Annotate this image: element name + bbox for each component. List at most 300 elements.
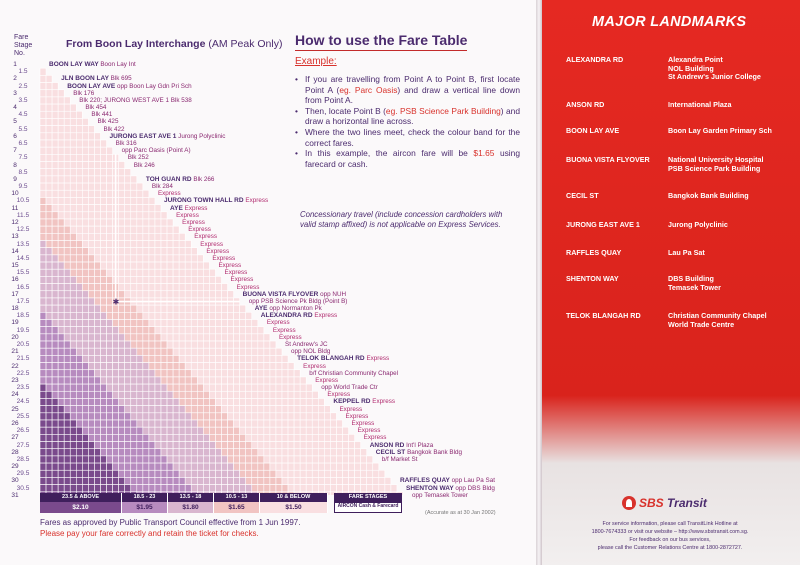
fare-cell — [149, 248, 155, 255]
fare-cell — [107, 391, 113, 398]
fare-cell — [276, 355, 282, 362]
fare-cell — [107, 212, 113, 219]
fare-cell — [185, 391, 191, 398]
landmark-place: Jurong Polyclinic — [668, 220, 728, 229]
fare-cell — [209, 463, 215, 470]
fare-cell — [125, 319, 131, 326]
stop-detail: opp DBS Bldg — [455, 484, 495, 492]
fare-cell — [264, 363, 270, 370]
fare-cell — [101, 205, 107, 212]
stop-detail: Express — [345, 412, 369, 420]
fare-cell — [119, 427, 125, 434]
fare-cell — [203, 391, 209, 398]
fare-cell — [137, 312, 143, 319]
landmark-place: National University Hospital — [668, 155, 764, 164]
fare-cell — [240, 406, 246, 413]
fare-cell — [288, 377, 294, 384]
fare-cell — [185, 348, 191, 355]
stop-label — [116, 140, 137, 147]
fare-stage-number: 23.5 — [16, 384, 30, 392]
fare-cell — [76, 284, 82, 291]
fare-cell — [76, 269, 82, 276]
fare-cell — [300, 427, 306, 434]
fare-cell — [101, 427, 107, 434]
fare-cell — [88, 140, 94, 147]
fare-cell — [161, 470, 167, 477]
stop-label — [291, 348, 330, 355]
fare-cell — [113, 334, 119, 341]
fare-cell — [88, 363, 94, 370]
fare-cell — [119, 327, 125, 334]
fare-cell — [161, 384, 167, 391]
fare-cell — [264, 355, 270, 362]
fare-cell — [113, 391, 119, 398]
fare-cell — [209, 269, 215, 276]
fare-cell — [88, 154, 94, 161]
fare-cell — [264, 456, 270, 463]
fare-cell — [101, 456, 107, 463]
fare-cell — [58, 334, 64, 341]
stop-label — [406, 485, 495, 492]
fare-cell — [52, 233, 58, 240]
fare-cell — [197, 413, 203, 420]
fare-cell — [76, 147, 82, 154]
fare-cell — [52, 291, 58, 298]
fare-cell — [52, 355, 58, 362]
fare-cell — [191, 284, 197, 291]
fare-cell — [203, 276, 209, 283]
fare-cell — [264, 463, 270, 470]
fare-cell — [294, 442, 300, 449]
fare-cell — [161, 442, 167, 449]
howto-step: • Where the two lines meet, check the colour band for the correct fares. — [295, 127, 520, 148]
fare-cell — [300, 470, 306, 477]
fare-cell — [258, 384, 264, 391]
route-title-sub: (AM Peak Only) — [208, 38, 283, 50]
fare-cell — [173, 485, 179, 492]
fare-cell — [70, 183, 76, 190]
fare-cell — [82, 183, 88, 190]
fare-cell — [149, 398, 155, 405]
fare-cell — [300, 406, 306, 413]
fare-cell — [52, 147, 58, 154]
fare-cell — [46, 327, 52, 334]
fare-cell — [125, 219, 131, 226]
fare-cell — [113, 327, 119, 334]
fare-cell — [46, 276, 52, 283]
fare-cell — [88, 176, 94, 183]
fare-cell — [264, 384, 270, 391]
fare-cell — [215, 398, 221, 405]
landmark-road: RAFFLES QUAY — [566, 248, 622, 257]
fare-cell — [94, 384, 100, 391]
fare-cell — [191, 305, 197, 312]
fare-cell — [131, 348, 137, 355]
fare-cell — [131, 219, 137, 226]
fare-cell — [179, 449, 185, 456]
fare-cell — [173, 291, 179, 298]
fare-cell — [137, 334, 143, 341]
fare-cell — [76, 363, 82, 370]
fare-cell — [40, 276, 46, 283]
fare-cell — [94, 291, 100, 298]
fare-cell — [107, 319, 113, 326]
fare-cell — [161, 219, 167, 226]
fare-cell — [70, 197, 76, 204]
fare-cell — [70, 420, 76, 427]
fare-cell — [107, 183, 113, 190]
fare-cell — [228, 456, 234, 463]
fare-cell — [185, 291, 191, 298]
fare-stage-number: 5.5 — [18, 125, 28, 133]
landmarks-title: MAJOR LANDMARKS — [592, 14, 747, 30]
fare-cell — [82, 219, 88, 226]
stop-detail: Express — [363, 434, 387, 442]
fare-cell — [149, 406, 155, 413]
fare-cell — [203, 370, 209, 377]
fare-cell — [64, 427, 70, 434]
fare-cell — [58, 406, 64, 413]
fare-cell — [70, 312, 76, 319]
fare-cell — [94, 284, 100, 291]
fare-cell — [88, 463, 94, 470]
fare-cell — [252, 449, 258, 456]
fare-cell — [94, 377, 100, 384]
fare-cell — [125, 169, 131, 176]
fare-cell — [131, 434, 137, 441]
fare-cell — [125, 470, 131, 477]
fare-cell — [264, 348, 270, 355]
stop-detail: Blk 252 — [127, 154, 149, 162]
fare-cell — [107, 162, 113, 169]
fare-cell — [149, 255, 155, 262]
fare-cell — [258, 420, 264, 427]
fare-cell — [294, 485, 300, 492]
fare-cell — [179, 477, 185, 484]
fare-cell — [155, 255, 161, 262]
fare-cell — [131, 363, 137, 370]
fare-cell — [46, 377, 52, 384]
fare-cell — [258, 406, 264, 413]
fare-cell — [294, 391, 300, 398]
fare-cell — [137, 442, 143, 449]
fare-cell — [101, 348, 107, 355]
fare-cell — [385, 485, 391, 492]
fare-cell — [107, 205, 113, 212]
fare-cell — [185, 363, 191, 370]
fare-cell — [113, 370, 119, 377]
fare-cell — [94, 269, 100, 276]
fare-cell — [167, 233, 173, 240]
fare-cell — [64, 241, 70, 248]
fare-stage-number: 1.5 — [18, 68, 28, 76]
fare-cell — [143, 190, 149, 197]
fare-cell — [119, 413, 125, 420]
fare-cell — [288, 463, 294, 470]
fare-cell — [64, 169, 70, 176]
fare-cell — [276, 477, 282, 484]
fare-cell — [107, 197, 113, 204]
fare-cell — [58, 241, 64, 248]
fare-cell — [312, 485, 318, 492]
fare-cell — [252, 377, 258, 384]
fare-cell — [167, 434, 173, 441]
fare-cell — [119, 420, 125, 427]
fare-cell — [215, 406, 221, 413]
fare-cell — [215, 384, 221, 391]
fare-cell — [191, 477, 197, 484]
fare-cell — [270, 406, 276, 413]
accuracy-note: (Accurate as at 30 Jan 2002) — [425, 510, 496, 516]
fare-cell — [52, 241, 58, 248]
fare-cell — [234, 391, 240, 398]
fare-cell — [88, 485, 94, 492]
fare-cell — [318, 463, 324, 470]
fare-cell — [222, 427, 228, 434]
fare-cell — [161, 212, 167, 219]
fare-cell — [107, 226, 113, 233]
fare-cell — [197, 284, 203, 291]
fare-cell — [228, 463, 234, 470]
fare-cell — [143, 334, 149, 341]
fare-cell — [52, 377, 58, 384]
fare-cell — [46, 413, 52, 420]
fare-cell — [76, 169, 82, 176]
fare-cell — [125, 262, 131, 269]
fare-cell — [46, 226, 52, 233]
fare-cell — [143, 427, 149, 434]
fare-cell — [149, 262, 155, 269]
fare-cell — [312, 413, 318, 420]
fare-stage-number: 26.5 — [16, 427, 30, 435]
fare-cell — [40, 233, 46, 240]
fare-cell — [143, 226, 149, 233]
fare-cell — [125, 363, 131, 370]
fare-cell — [64, 226, 70, 233]
fare-cell — [46, 183, 52, 190]
fare-cell — [228, 348, 234, 355]
fare-cell — [113, 406, 119, 413]
stop-label — [79, 97, 191, 104]
fare-stage-number: 20 — [11, 333, 19, 341]
fare-cell — [125, 312, 131, 319]
stop-label — [218, 262, 241, 269]
fare-cell — [40, 219, 46, 226]
fare-cell — [52, 276, 58, 283]
fare-cell — [228, 305, 234, 312]
fare-legend — [40, 493, 402, 513]
fare-cell — [70, 470, 76, 477]
fare-cell — [234, 406, 240, 413]
fare-cell — [155, 226, 161, 233]
fare-cell — [40, 477, 46, 484]
fare-cell — [131, 262, 137, 269]
sbs-transit-logo — [622, 496, 707, 510]
fare-cell — [167, 377, 173, 384]
fare-cell — [167, 219, 173, 226]
fare-cell — [125, 413, 131, 420]
fare-cell — [306, 398, 312, 405]
stop-road-name: JLN BOON LAY — [61, 75, 111, 83]
fare-cell — [318, 477, 324, 484]
fare-cell — [161, 248, 167, 255]
fare-cell — [367, 463, 373, 470]
fare-cell — [222, 312, 228, 319]
fare-cell — [131, 305, 137, 312]
fare-cell — [252, 413, 258, 420]
fare-cell — [143, 456, 149, 463]
fare-cell — [52, 363, 58, 370]
fare-cell — [343, 449, 349, 456]
fare-cell — [52, 398, 58, 405]
fare-cell — [215, 413, 221, 420]
fare-cell — [203, 348, 209, 355]
fare-cell — [234, 463, 240, 470]
fare-cell — [197, 434, 203, 441]
fare-cell — [185, 485, 191, 492]
fare-cell — [101, 355, 107, 362]
fare-cell — [58, 319, 64, 326]
fare-cell — [70, 377, 76, 384]
fare-cell — [88, 190, 94, 197]
fare-cell — [209, 449, 215, 456]
fare-cell — [179, 470, 185, 477]
fare-cell — [76, 118, 82, 125]
landmark-places — [668, 156, 796, 173]
fare-cell — [167, 291, 173, 298]
fare-cell — [270, 377, 276, 384]
fare-cell — [161, 226, 167, 233]
fare-cell — [46, 391, 52, 398]
howto-steps — [295, 74, 520, 169]
fare-cell — [40, 319, 46, 326]
fare-cell — [191, 327, 197, 334]
fare-cell — [185, 398, 191, 405]
fare-cell — [288, 406, 294, 413]
fare-cell — [52, 391, 58, 398]
fare-cell — [94, 147, 100, 154]
fare-cell — [119, 248, 125, 255]
fare-cell — [155, 355, 161, 362]
stop-detail: Express — [278, 333, 302, 341]
fare-cell — [185, 327, 191, 334]
fare-cell — [101, 413, 107, 420]
stop-detail: Express — [182, 218, 205, 226]
stop-label — [73, 90, 94, 97]
fare-cell — [300, 391, 306, 398]
fare-cell — [209, 398, 215, 405]
fare-cell — [113, 319, 119, 326]
fare-cell — [52, 219, 58, 226]
fare-cell — [282, 470, 288, 477]
fare-cell — [228, 319, 234, 326]
fare-cell — [101, 363, 107, 370]
fare-cell — [119, 226, 125, 233]
fare-cell — [40, 334, 46, 341]
fare-cell — [52, 312, 58, 319]
fare-cell — [46, 370, 52, 377]
fare-cell — [82, 169, 88, 176]
fare-cell — [101, 219, 107, 226]
fare-cell — [367, 456, 373, 463]
fare-cell — [137, 449, 143, 456]
fare-cell — [143, 463, 149, 470]
fare-cell — [143, 255, 149, 262]
fare-cell — [167, 319, 173, 326]
fare-cell — [318, 413, 324, 420]
stop-road-name: TOH GUAN RD — [145, 175, 194, 183]
fare-cell — [167, 391, 173, 398]
stop-detail: Express — [176, 211, 199, 219]
fare-cell — [76, 241, 82, 248]
fare-cell — [203, 377, 209, 384]
fare-cell — [215, 341, 221, 348]
fare-cell — [173, 470, 179, 477]
fare-cell — [234, 442, 240, 449]
fare-band-price: $1.95 — [122, 502, 167, 513]
fare-cell — [203, 341, 209, 348]
fare-cell — [336, 470, 342, 477]
fare-cell — [113, 413, 119, 420]
fare-cell — [58, 485, 64, 492]
fare-cell — [119, 190, 125, 197]
fare-cell — [107, 413, 113, 420]
fare-cell — [46, 427, 52, 434]
fare-cell — [107, 463, 113, 470]
fare-cell — [46, 140, 52, 147]
fare-cell — [125, 241, 131, 248]
fare-cell — [161, 391, 167, 398]
fare-cell — [343, 477, 349, 484]
fare-cell — [258, 434, 264, 441]
fare-stage-number: 9.5 — [18, 183, 28, 191]
stop-detail: Express — [212, 254, 236, 262]
fare-cell — [222, 434, 228, 441]
fare-cell — [228, 327, 234, 334]
fare-cell — [312, 456, 318, 463]
fare-cell — [58, 427, 64, 434]
fare-cell — [246, 334, 252, 341]
fare-cell — [94, 327, 100, 334]
fare-cell — [52, 118, 58, 125]
fare-cell — [282, 363, 288, 370]
fare-cell — [101, 334, 107, 341]
fare-cell — [88, 370, 94, 377]
fare-stage-number: 18 — [11, 305, 19, 313]
fare-cell — [173, 406, 179, 413]
fare-stage-number: 15 — [11, 262, 19, 270]
fare-cell — [306, 391, 312, 398]
fare-stage-number: 10.5 — [16, 197, 30, 205]
fare-cell — [312, 470, 318, 477]
fare-stage-number: 4 — [13, 104, 17, 112]
fare-cell — [64, 442, 70, 449]
fare-cell — [88, 291, 94, 298]
fare-cell — [215, 434, 221, 441]
fare-stage-number: 13 — [11, 233, 19, 241]
fare-cell — [222, 442, 228, 449]
fare-cell — [385, 477, 391, 484]
fare-cell — [222, 384, 228, 391]
stop-label — [158, 190, 181, 197]
landmark-road: ANSON RD — [566, 100, 605, 109]
fare-cell — [203, 470, 209, 477]
fare-cell — [197, 348, 203, 355]
fare-cell — [191, 348, 197, 355]
fare-cell — [209, 305, 215, 312]
fare-cell — [161, 269, 167, 276]
fare-cell — [191, 463, 197, 470]
